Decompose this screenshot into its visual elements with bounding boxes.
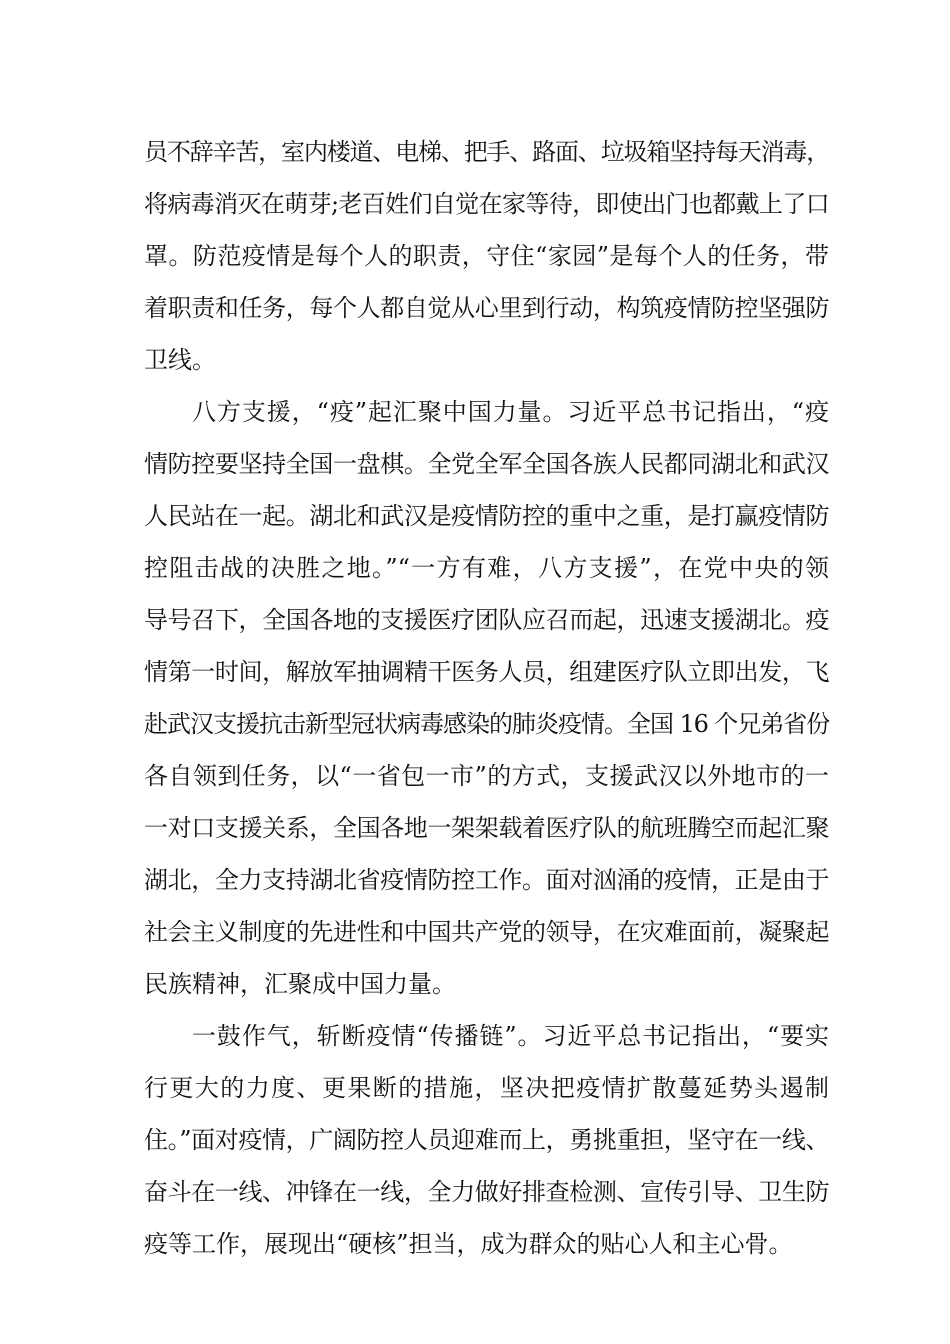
paragraph-line: 情防控要坚持全国一盘棋。全党全军全国各族人民都同湖北和武汉 — [144, 450, 829, 478]
paragraph-1 — [144, 126, 829, 386]
paragraph-line: 社会主义制度的先进性和中国共产党的领导，在灾难面前，凝聚起 — [144, 918, 829, 946]
paragraph-line: 情第一时间，解放军抽调精干医务人员，组建医疗队立即出发，飞 — [144, 658, 829, 686]
paragraph-3 — [144, 1010, 829, 1270]
paragraph-line: 疫等工作，展现出“硬核”担当，成为群众的贴心人和主心骨。 — [144, 1230, 793, 1258]
paragraph-line: 一鼓作气，斩断疫情“传播链”。习近平总书记指出，“要实 — [192, 1022, 829, 1050]
paragraph-line: 导号召下，全国各地的支援医疗团队应召而起，迅速支援湖北。疫 — [144, 606, 829, 634]
paragraph-line: 卫线。 — [144, 346, 216, 374]
paragraph-line: 控阻击战的决胜之地。”“一方有难，八方支援”，在党中央的领 — [144, 554, 829, 582]
paragraph-line: 湖北，全力支持湖北省疫情防控工作。面对汹涌的疫情，正是由于 — [144, 866, 829, 894]
paragraph-2 — [144, 386, 829, 1010]
paragraph-line: 员不辞辛苦，室内楼道、电梯、把手、路面、垃圾箱坚持每天消毒， — [144, 138, 829, 166]
document-body — [144, 126, 829, 1270]
paragraph-line: 罩。防范疫情是每个人的职责，守住“家园”是每个人的任务，带 — [144, 242, 829, 270]
paragraph-line: 住。”面对疫情，广阔防控人员迎难而上，勇挑重担，坚守在一线、 — [144, 1126, 829, 1154]
paragraph-line: 行更大的力度、更果断的措施，坚决把疫情扩散蔓延势头遏制 — [144, 1074, 829, 1102]
paragraph-line: 赴武汉支援抗击新型冠状病毒感染的肺炎疫情。全国 16 个兄弟省份 — [144, 710, 829, 738]
paragraph-line: 一对口支援关系，全国各地一架架载着医疗队的航班腾空而起汇聚 — [144, 814, 829, 842]
paragraph-line: 八方支援，“疫”起汇聚中国力量。习近平总书记指出，“疫 — [192, 398, 829, 426]
paragraph-line: 奋斗在一线、冲锋在一线，全力做好排查检测、宣传引导、卫生防 — [144, 1178, 829, 1206]
paragraph-line: 各自领到任务，以“一省包一市”的方式，支援武汉以外地市的一 — [144, 762, 829, 790]
paragraph-line: 着职责和任务，每个人都自觉从心里到行动，构筑疫情防控坚强防 — [144, 294, 829, 322]
paragraph-line: 人民站在一起。湖北和武汉是疫情防控的重中之重，是打赢疫情防 — [144, 502, 829, 530]
paragraph-line: 民族精神，汇聚成中国力量。 — [144, 970, 456, 998]
paragraph-line: 将病毒消灭在萌芽;老百姓们自觉在家等待，即使出门也都戴上了口 — [144, 190, 829, 218]
